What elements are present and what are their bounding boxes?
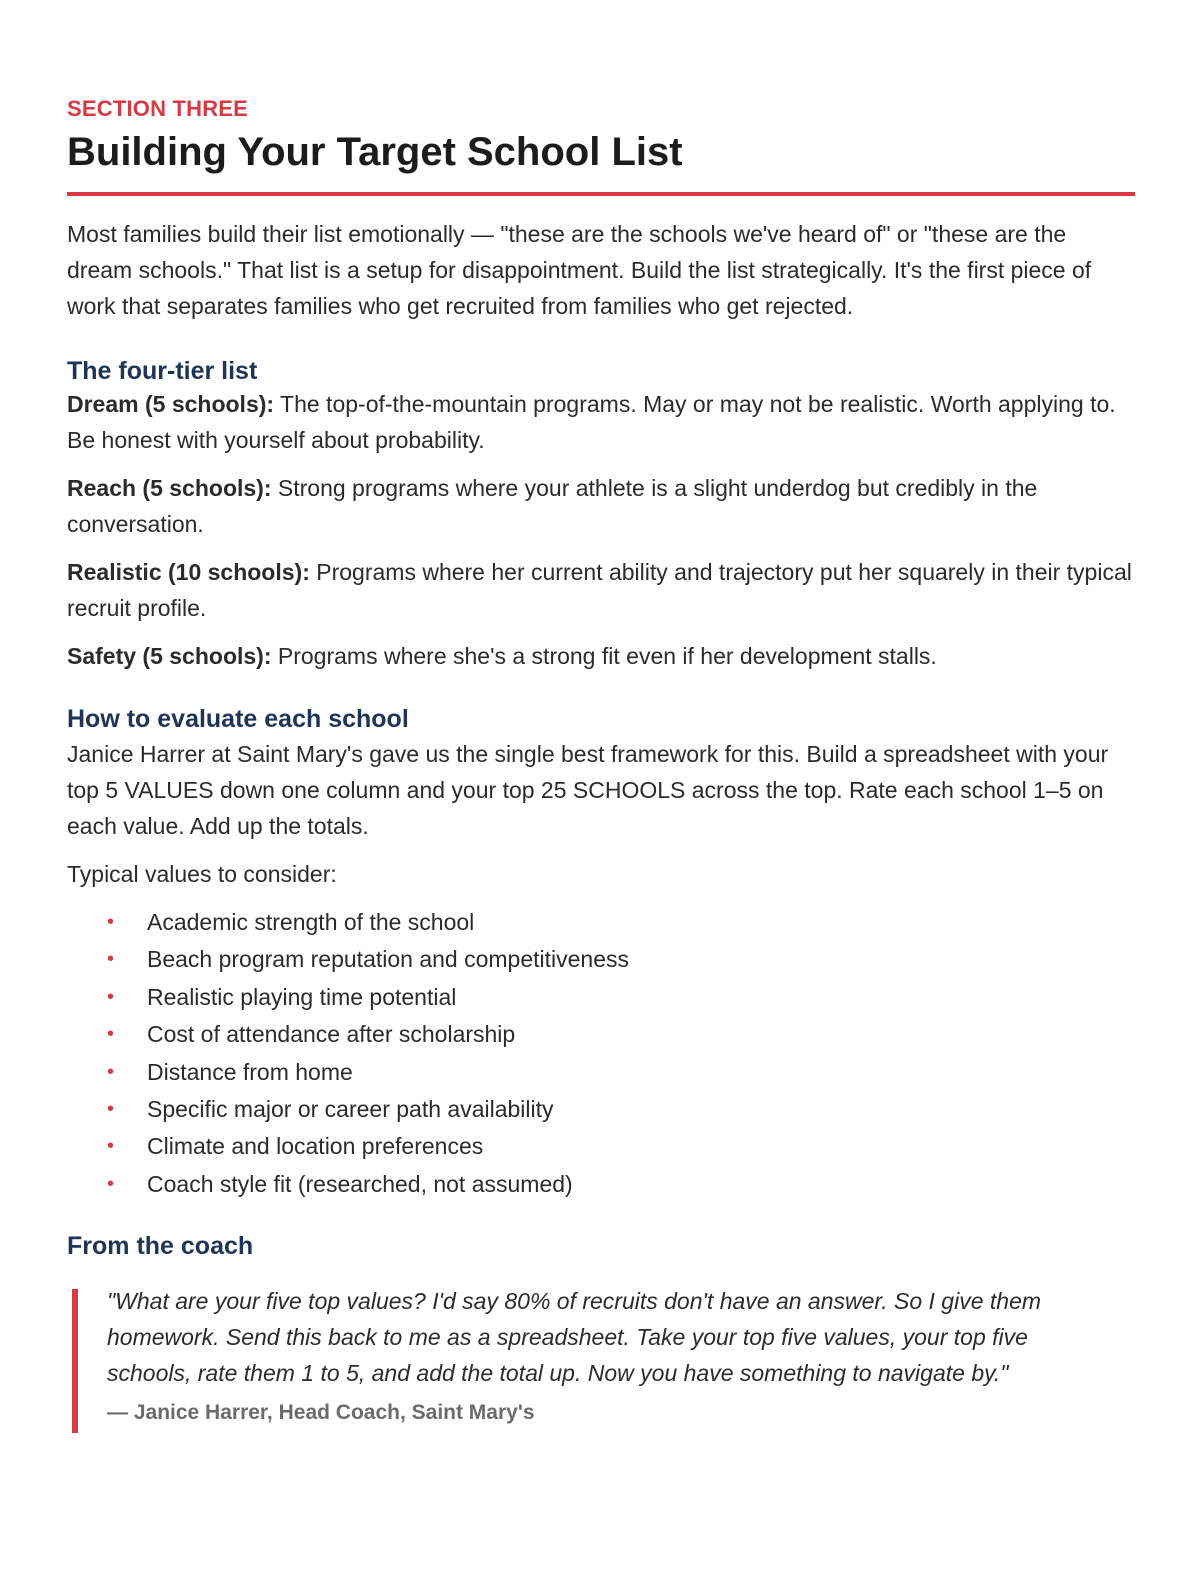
- tier-label: Safety (5 schools):: [67, 643, 272, 669]
- values-list: [67, 904, 1135, 1203]
- section-eyebrow: SECTION THREE: [67, 96, 249, 121]
- tier-label: Realistic (10 schools):: [67, 559, 310, 585]
- tier-description: The top-of-the-mountain programs. May or may not be realistic. Worth applying to. Be honest with yourself about probability.: [67, 391, 1116, 453]
- page-title: Building Your Target School List: [67, 130, 683, 174]
- list-item: [67, 1128, 1135, 1165]
- tier-description: Programs where her current ability and trajectory put her squarely in their typical recruit profile.: [67, 559, 1132, 621]
- evaluate-heading: How to evaluate each school: [67, 705, 409, 733]
- tier-safety: [67, 638, 1135, 674]
- tier-description: Strong programs where your athlete is a slight underdog but credibly in the conversation.: [67, 475, 1038, 537]
- tier-reach: [67, 470, 1135, 542]
- quote-attribution: — Janice Harrer, Head Coach, Saint Mary's: [107, 1401, 535, 1425]
- list-item: [67, 1166, 1135, 1203]
- evaluate-paragraph: Janice Harrer at Saint Mary's gave us the single best framework for this. Build a spreadsheet with your top 5 VALUES down one column and your top 25 SCHOOLS across the top. Rate each school 1–5 on each value. Add up the totals.: [67, 741, 1109, 839]
- list-item-text: Cost of attendance after scholarship: [147, 1021, 516, 1048]
- bullet-icon: •: [107, 985, 115, 1008]
- list-item: [67, 1091, 1135, 1128]
- from-coach-heading: From the coach: [67, 1232, 254, 1261]
- tier-description: Programs where she's a strong fit even if her development stalls.: [271, 643, 937, 669]
- list-item: [67, 1054, 1135, 1091]
- list-item-text: Beach program reputation and competitiveness: [147, 946, 630, 973]
- list-item: [67, 941, 1135, 978]
- bullet-icon: •: [107, 1135, 115, 1158]
- quote-accent-bar: [72, 1289, 78, 1433]
- list-item: [67, 904, 1135, 941]
- bullet-icon: •: [107, 1098, 115, 1121]
- tier-dream: [67, 386, 1135, 458]
- list-item: [67, 979, 1135, 1016]
- bullet-icon: •: [107, 1023, 115, 1046]
- list-item: [67, 1016, 1135, 1053]
- bullet-icon: •: [107, 948, 115, 971]
- coach-quote: "What are your five top values? I'd say 80% of recruits don't have an answer. So I give them homework. Send this back to me as a spreadsheet. Take your top five values, your top five schools, rate them 1 to 5, and add the total up. Now you have something to navigate by.": [107, 1288, 1042, 1387]
- typical-values-intro: Typical values to consider:: [67, 861, 337, 887]
- bullet-icon: •: [107, 911, 115, 933]
- four-tier-heading: The four-tier list: [67, 357, 258, 385]
- title-divider: [67, 192, 1135, 196]
- list-item-text: Coach style fit (researched, not assumed): [147, 1170, 573, 1197]
- list-item-text: Realistic playing time potential: [147, 983, 457, 1010]
- intro-paragraph: Most families build their list emotionally — "these are the schools we've heard of" or "these are the dream schools." That list is a setup for disappointment. Build the list strategically. It's the first piece of work that separates families who get recruited from families who get rejected.: [67, 221, 1092, 319]
- list-item-text: Climate and location preferences: [147, 1133, 484, 1160]
- coach-quote-block: [67, 1283, 1135, 1427]
- list-item-text: Distance from home: [147, 1058, 353, 1085]
- list-item-text: Specific major or career path availability: [147, 1096, 554, 1123]
- bullet-icon: •: [107, 1060, 115, 1083]
- tier-realistic: [67, 554, 1135, 626]
- bullet-icon: •: [107, 1172, 115, 1195]
- list-item-text: Academic strength of the school: [147, 909, 475, 935]
- tier-label: Reach (5 schools):: [67, 475, 272, 501]
- tier-label: Dream (5 schools):: [67, 391, 275, 417]
- tier-list: [67, 386, 1135, 674]
- document-page: [67, 96, 1135, 1427]
